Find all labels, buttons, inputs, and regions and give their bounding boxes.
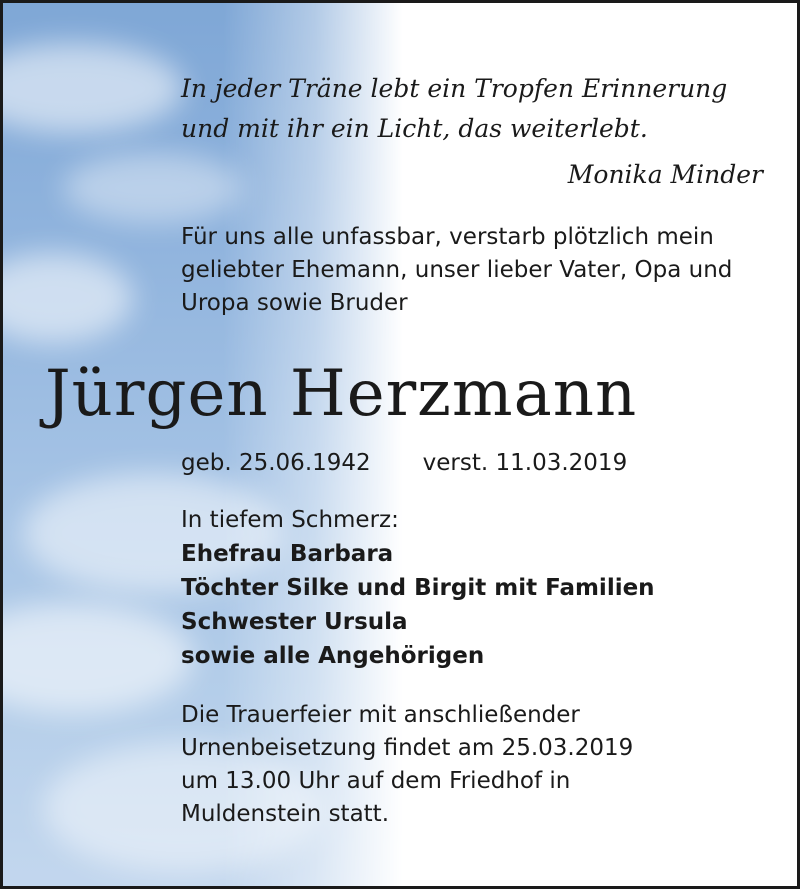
mourner-name: Ehefrau Barbara <box>181 541 394 567</box>
life-dates <box>181 447 781 480</box>
intro-line: Für uns alle unfassbar, verstarb plötzlich mein <box>181 224 714 250</box>
service-line: Muldenstein statt. <box>181 801 390 827</box>
quote-author: Monika Minder <box>567 160 763 189</box>
service-line: Die Trauerfeier mit anschließender <box>181 702 580 728</box>
service-line: Urnenbeisetzung findet am 25.03.2019 <box>181 735 634 761</box>
death-date: verst. 11.03.2019 <box>422 450 628 476</box>
funeral-service-info <box>181 699 781 831</box>
mourner-name: Schwester Ursula <box>181 609 408 635</box>
deceased-name: Jürgen Herzmann <box>45 357 638 431</box>
intro-text <box>181 221 781 320</box>
mourners-heading: In tiefem Schmerz: <box>181 507 399 533</box>
obituary-content <box>3 3 800 889</box>
quote-line-2: und mit ihr ein Licht, das weiterlebt. <box>181 114 648 143</box>
quote-line-1: In jeder Träne lebt ein Tropfen Erinnerung <box>181 74 728 103</box>
birth-date: geb. 25.06.1942 <box>181 450 371 476</box>
mourner-name: Töchter Silke und Birgit mit Familien <box>181 575 655 601</box>
mourner-name: sowie alle Angehörigen <box>181 643 485 669</box>
intro-line: geliebter Ehemann, unser lieber Vater, Opa und <box>181 257 733 283</box>
intro-line: Uropa sowie Bruder <box>181 290 408 316</box>
service-line: um 13.00 Uhr auf dem Friedhof in <box>181 768 571 794</box>
mourners-list <box>181 503 781 673</box>
